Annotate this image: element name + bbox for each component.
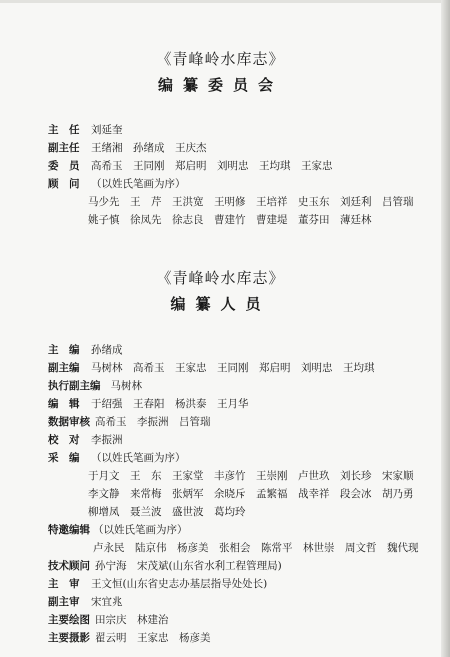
reporters-line-1: 于月文 王 东 王家堂 丰彦竹 王崇刚 卢世玖 刘长珍 宋家顺 (88, 470, 414, 482)
row-label: 采 编 (48, 452, 80, 464)
staff-row-editors (48, 395, 249, 413)
staff-row-special-editors (48, 521, 188, 539)
row-value: 王绪湘 孙绪成 王庆杰 (91, 142, 207, 154)
staff-row-chief-reviewer (48, 575, 267, 593)
section1-book-title: 《青峰岭水库志》 (156, 50, 285, 68)
committee-row-director (48, 121, 123, 139)
row-value: 宋宜兆 (91, 596, 123, 608)
row-value: 马树林 (110, 380, 142, 392)
row-label: 副主编 (48, 362, 80, 374)
row-label: 主 编 (48, 344, 80, 356)
row-value: （以姓氏笔画为序） (91, 452, 186, 464)
row-value: 刘延奎 (91, 124, 123, 136)
row-value: 田宗庆 林建治 (95, 614, 169, 626)
row-label: 副主审 (48, 596, 80, 608)
row-label: 主 任 (48, 124, 80, 136)
staff-row-drawing (48, 611, 169, 629)
staff-row-deputy-editors (48, 359, 375, 377)
row-label: 技术顾问 (48, 560, 90, 572)
staff-row-data-review (48, 413, 211, 431)
row-label: 副主任 (48, 142, 80, 154)
reporters-line-3: 柳增凤 聂兰波 盛世波 葛均玲 (88, 506, 246, 518)
staff-row-photography (48, 629, 211, 647)
advisors-line-1: 马少先 王 芹 王洪宽 王明修 王培祥 史玉东 刘廷利 吕管瑞 (88, 196, 414, 208)
staff-row-tech-advisors (48, 557, 282, 575)
staff-row-executive-deputy (48, 377, 142, 395)
section2-subtitle: 编纂人员 (170, 295, 271, 313)
row-value: 孙绪成 (91, 344, 123, 356)
row-label: 顾 问 (48, 178, 80, 190)
row-label: 主要摄影 (48, 632, 90, 644)
committee-row-members (48, 157, 333, 175)
row-value: （以姓氏笔画为序） (91, 178, 186, 190)
row-value: 李振洲 (91, 434, 123, 446)
row-label: 执行副主编 (48, 380, 101, 392)
row-value: （以姓氏笔画为序） (93, 524, 188, 536)
row-label: 特邀编辑 (48, 524, 90, 536)
page-edge-top (0, 0, 450, 3)
staff-row-chief-editor (48, 341, 123, 359)
special-editors-names: 卢永民 陆京伟 杨彦美 张相会 陈常平 林世崇 周文哲 魏代现 (93, 542, 419, 554)
committee-row-deputy-director (48, 139, 207, 157)
page-edge-shadow (441, 0, 450, 657)
row-label: 委 员 (48, 160, 80, 172)
section1-subtitle: 编纂委员会 (157, 76, 283, 94)
row-label: 校 对 (48, 434, 80, 446)
staff-row-deputy-reviewer (48, 593, 123, 611)
row-value: 马树林 高希玉 王家忠 王同刚 郑启明 刘明忠 王均琪 (91, 362, 375, 374)
row-value: 孙宁海 宋茂斌(山东省水利工程管理局) (95, 560, 282, 572)
row-label: 主要绘图 (48, 614, 90, 626)
committee-row-advisors (48, 175, 186, 193)
row-value: 翟云明 王家忠 杨彦美 (95, 632, 211, 644)
row-value: 王文恒(山东省史志办基层指导处处长) (91, 578, 268, 590)
staff-row-proofreading (48, 431, 123, 449)
row-label: 编 辑 (48, 398, 80, 410)
row-label: 主 审 (48, 578, 80, 590)
staff-row-reporters (48, 449, 186, 467)
section2-book-title: 《青峰岭水库志》 (156, 269, 285, 287)
advisors-line-2: 姚子慎 徐凤先 徐志良 曹建竹 曹建堤 董芬田 薄廷林 (88, 214, 372, 226)
row-value: 高希玉 王同刚 郑启明 刘明忠 王均琪 王家忠 (91, 160, 333, 172)
row-label: 数据审核 (48, 416, 90, 428)
reporters-line-2: 李文静 来常梅 张炳军 余晓斥 孟繁福 战幸祥 段会冰 胡乃勇 (88, 488, 414, 500)
row-value: 高希玉 李振洲 吕管瑞 (95, 416, 211, 428)
row-value: 于绍强 王春阳 杨洪泰 王月华 (91, 398, 249, 410)
